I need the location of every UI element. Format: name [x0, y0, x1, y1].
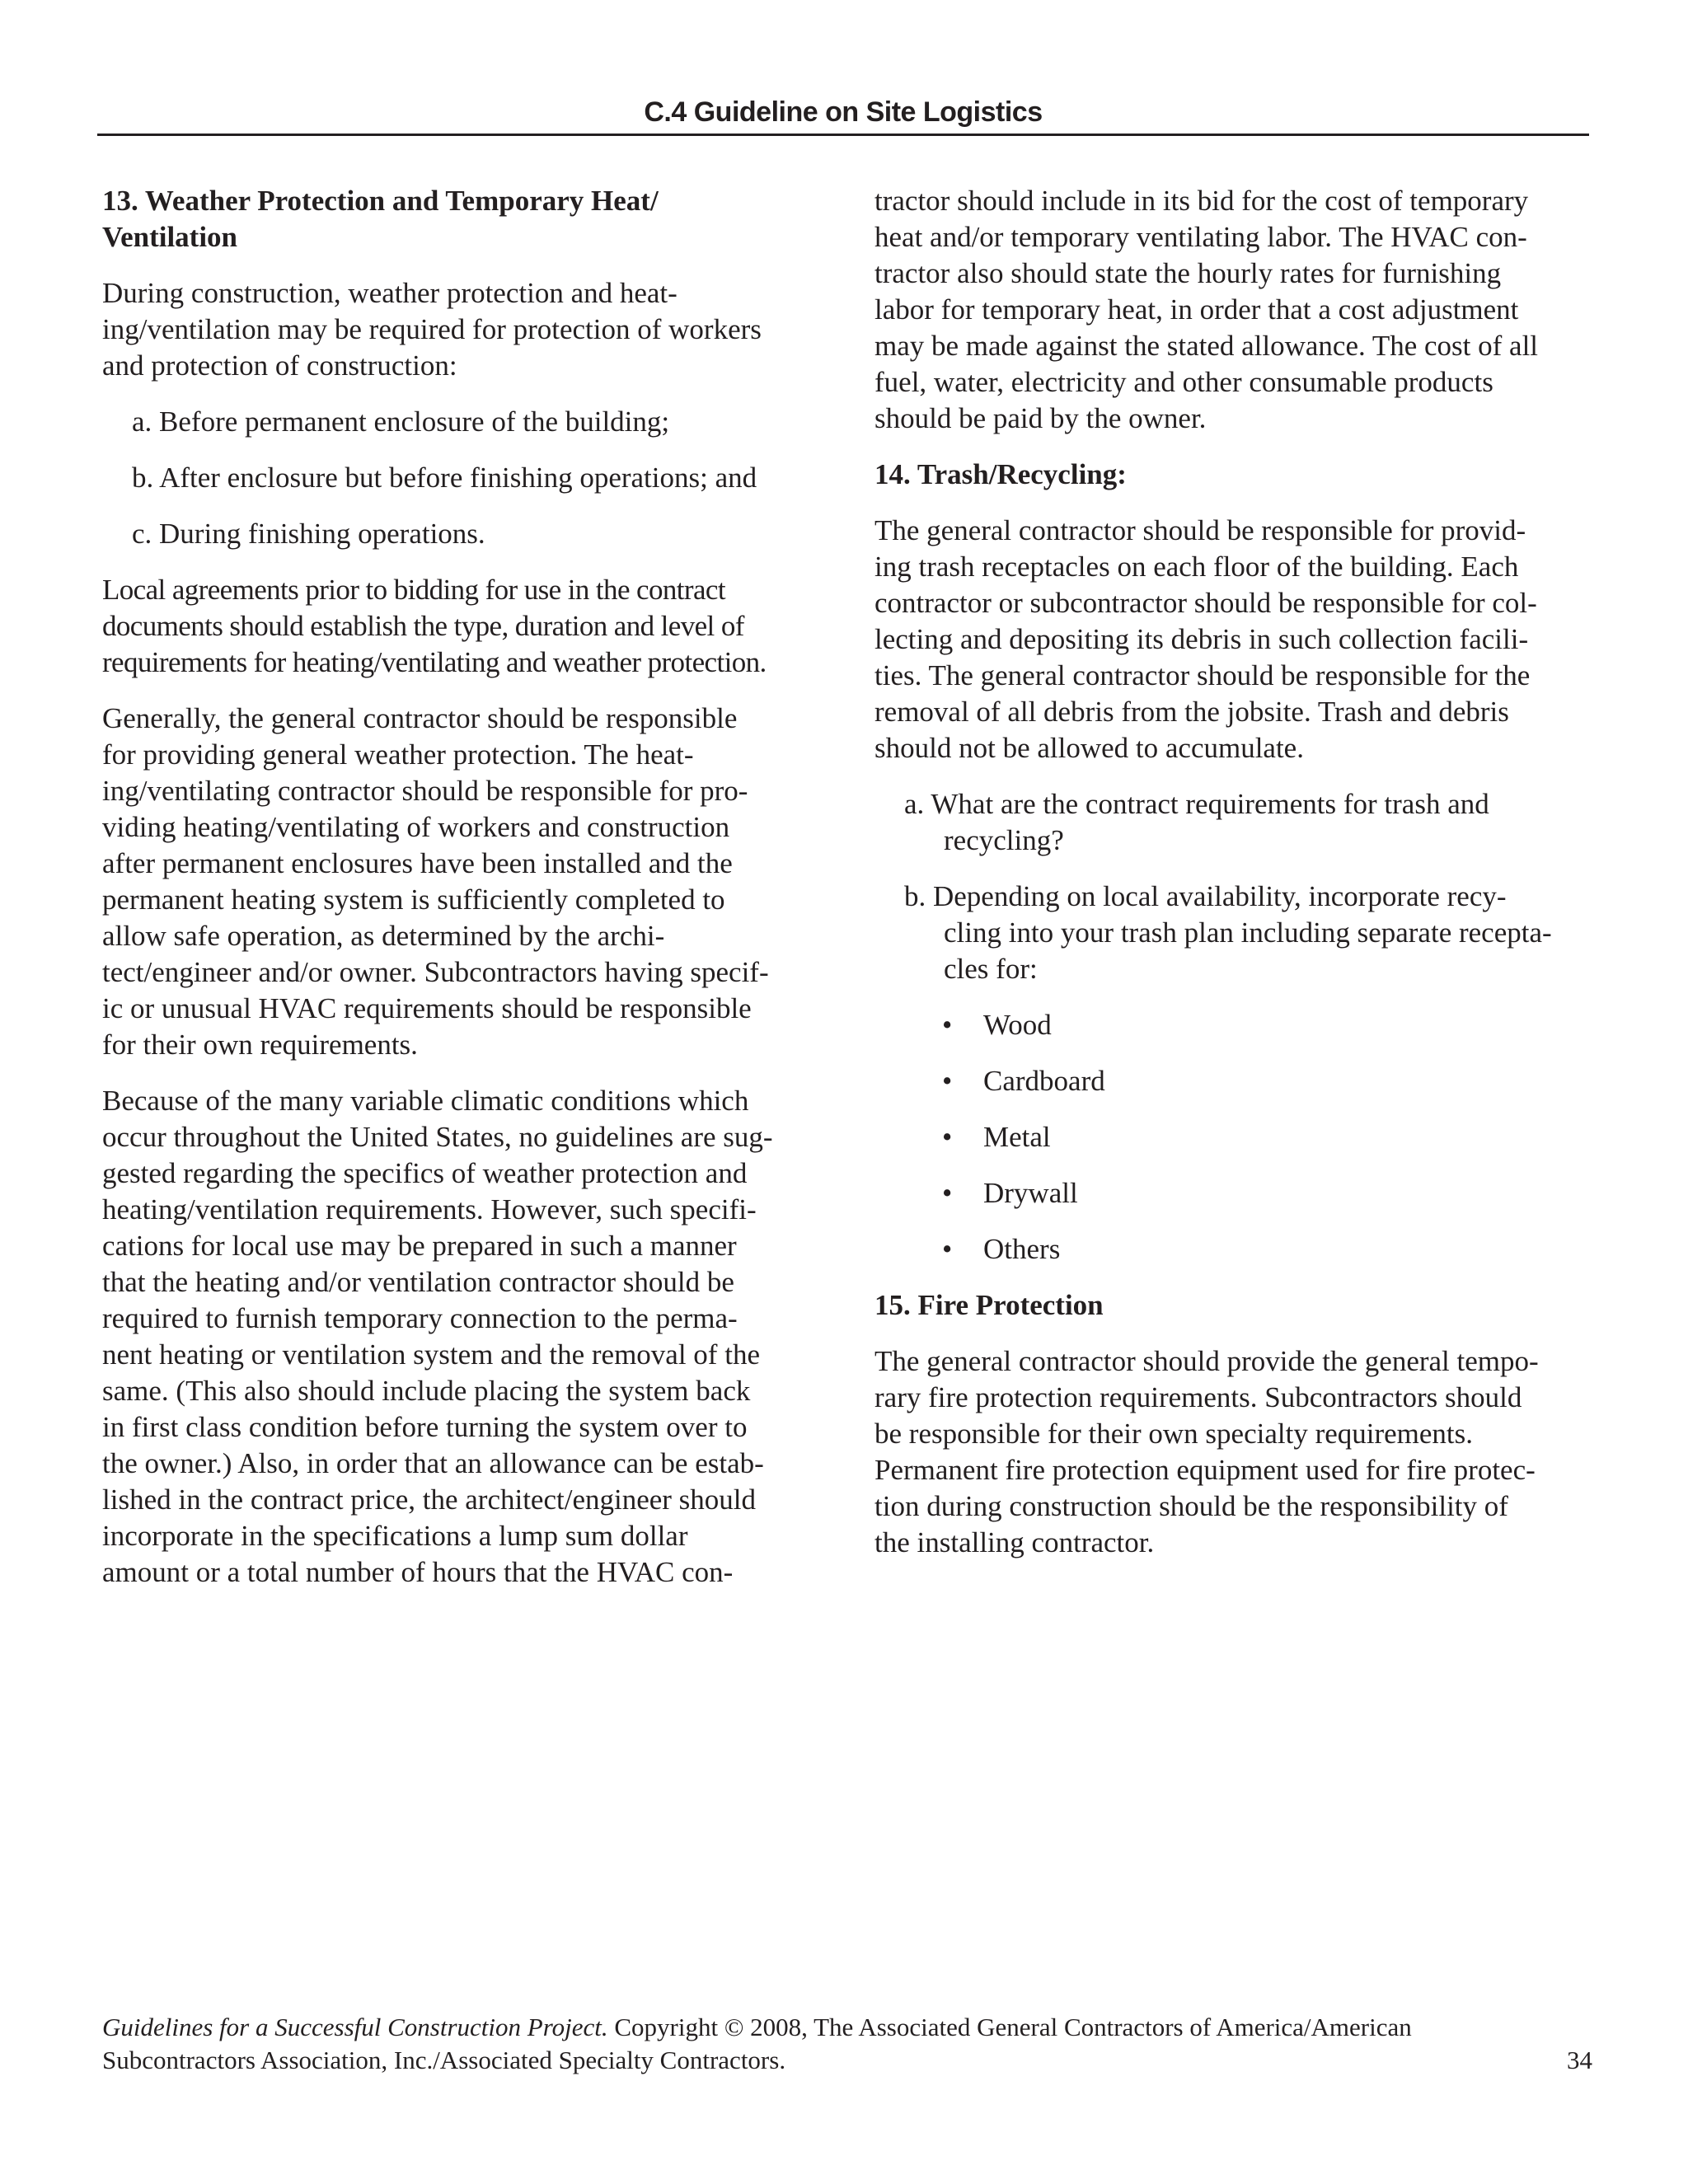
text-line: Permanent fire protection equipment used for fire protec- [874, 1454, 1536, 1486]
text-line: tractor should include in its bid for the cost of temporary [874, 185, 1529, 217]
page-footer [102, 2011, 1592, 2077]
text-line: b. Depending on local availability, incorporate recy- [904, 880, 1507, 912]
text-line: lished in the contract price, the architect/engineer should [102, 1483, 757, 1516]
text-line: ic or unusual HVAC requirements should be responsible [102, 992, 752, 1024]
text-line: The general contractor should be responsible for provid- [874, 514, 1526, 546]
list-item: b. After enclosure but before finishing operations; and [132, 462, 757, 494]
text-line: tect/engineer and/or owner. Subcontractors having specif- [102, 956, 769, 988]
list-item: c. During finishing operations. [132, 518, 485, 550]
text-line: for providing general weather protection. The heat- [102, 738, 694, 771]
paragraph-general-contractor [102, 701, 819, 1063]
text-line: in first class condition before turning the system over to [102, 1411, 748, 1443]
text-line: cations for local use may be prepared in such a manner [102, 1230, 737, 1262]
paragraph-climatic-conditions [102, 1083, 819, 1591]
text-line: should be paid by the owner. [874, 402, 1207, 434]
bullet-item [874, 1231, 1600, 1268]
text-line: permanent heating system is sufficiently completed to [102, 883, 725, 916]
text-line: viding heating/ventilating of workers and construction [102, 811, 730, 843]
text-line: occur throughout the United States, no guidelines are sug- [102, 1121, 773, 1153]
section-15-heading: 15. Fire Protection [874, 1289, 1104, 1321]
text-line: tractor also should state the hourly rates for furnishing [874, 257, 1502, 289]
section-13-heading [102, 183, 819, 255]
bullet-text: Drywall [983, 1177, 1078, 1209]
text-line: that the heating and/or ventilation contractor should be [102, 1266, 734, 1298]
paragraph-fire-protection [874, 1343, 1600, 1561]
text-line: contractor or subcontractor should be responsible for col- [874, 587, 1537, 619]
text-line: should not be allowed to accumulate. [874, 732, 1304, 764]
text-line: for their own requirements. [102, 1029, 418, 1061]
text-line: heat and/or temporary ventilating labor. The HVAC con- [874, 221, 1527, 253]
paragraph-continued [874, 183, 1600, 437]
text-line: labor for temporary heat, in order that a cost adjustment [874, 293, 1519, 326]
text-line: ing/ventilating contractor should be responsible for pro- [102, 775, 748, 807]
bullet-text: Cardboard [983, 1065, 1105, 1097]
page-header-title: C.4 Guideline on Site Logistics [644, 96, 1043, 128]
text-line: Local agreements prior to bidding for use in the contract [102, 574, 725, 606]
bullet-item [874, 1063, 1600, 1099]
text-line: ing trash receptacles on each floor of the building. Each [874, 551, 1519, 583]
text-line: amount or a total number of hours that the HVAC con- [102, 1556, 734, 1588]
text-line: be responsible for their own specialty requirements. [874, 1418, 1474, 1450]
text-line: heating/ventilation requirements. However, such specifi- [102, 1193, 757, 1226]
paragraph-trash [874, 513, 1600, 766]
heading-line: 13. Weather Protection and Temporary Heat/ [102, 185, 659, 217]
text-line: same. (This also should include placing the system back [102, 1375, 751, 1407]
text-line: recycling? [944, 824, 1064, 856]
heading-line: Ventilation [102, 221, 238, 253]
text-line: required to furnish temporary connection to the perma- [102, 1302, 738, 1334]
text-line: gested regarding the specifics of weather protection and [102, 1157, 748, 1189]
bullet-text: Wood [983, 1009, 1052, 1041]
bullet-text: Others [983, 1233, 1061, 1265]
header-rule [97, 134, 1589, 136]
text-line: after permanent enclosures have been installed and the [102, 847, 733, 879]
text-line: allow safe operation, as determined by the archi- [102, 920, 665, 952]
bullet-icon: • [942, 1009, 953, 1041]
bullet-icon: • [942, 1233, 953, 1265]
text-line: requirements for heating/ventilating and weather protection. [102, 646, 767, 678]
text-line: Generally, the general contractor should be responsible [102, 702, 738, 734]
right-column [874, 183, 1600, 1561]
text-line: ties. The general contractor should be responsible for the [874, 659, 1531, 691]
bullet-icon: • [942, 1177, 953, 1209]
footer-copyright: Copyright © 2008, The Associated General Contractors of America/American [607, 2013, 1412, 2041]
text-line: lecting and depositing its debris in such collection facili- [874, 623, 1529, 655]
list-item: a. Before permanent enclosure of the building; [132, 405, 670, 438]
bullet-item [874, 1007, 1600, 1043]
text-line: rary fire protection requirements. Subcontractors should [874, 1381, 1522, 1413]
list-item-a [874, 786, 1600, 859]
paragraph-local-agreements [102, 572, 819, 681]
text-line: cling into your trash plan including separate recepta- [944, 916, 1552, 949]
footer-line-2: Subcontractors Association, Inc./Associated Specialty Contractors. [102, 2046, 786, 2074]
text-line: tion during construction should be the responsibility of [874, 1490, 1508, 1522]
left-column [102, 183, 819, 1591]
text-line: The general contractor should provide the general tempo- [874, 1345, 1539, 1377]
section-14-heading: 14. Trash/Recycling: [874, 458, 1127, 490]
text-line: documents should establish the type, duration and level of [102, 610, 744, 642]
list-item-b [874, 879, 1600, 987]
page-number: 34 [1567, 2046, 1592, 2074]
text-line: removal of all debris from the jobsite. Trash and debris [874, 696, 1509, 728]
text-line: incorporate in the specifications a lump sum dollar [102, 1520, 688, 1552]
bullet-icon: • [942, 1065, 953, 1097]
text-line: the owner.) Also, in order that an allowance can be estab- [102, 1447, 764, 1479]
text-line: During construction, weather protection and heat- [102, 277, 678, 309]
text-line: Because of the many variable climatic conditions which [102, 1085, 749, 1117]
bullet-item [874, 1175, 1600, 1212]
text-line: cles for: [944, 953, 1038, 985]
bullet-text: Metal [983, 1121, 1051, 1153]
footer-line-1 [102, 2011, 1592, 2044]
text-line: and protection of construction: [102, 349, 457, 382]
bullet-icon: • [942, 1121, 953, 1153]
text-line: ing/ventilation may be required for protection of workers [102, 313, 762, 345]
text-line: the installing contractor. [874, 1526, 1155, 1558]
bullet-item [874, 1119, 1600, 1155]
text-line: may be made against the stated allowance. The cost of all [874, 330, 1539, 362]
text-line: fuel, water, electricity and other consumable products [874, 366, 1493, 398]
text-line: a. What are the contract requirements for trash and [904, 788, 1489, 820]
text-line: nent heating or ventilation system and the removal of the [102, 1338, 760, 1371]
footer-book-title: Guidelines for a Successful Construction Project. [102, 2013, 608, 2041]
paragraph-intro [102, 275, 819, 384]
